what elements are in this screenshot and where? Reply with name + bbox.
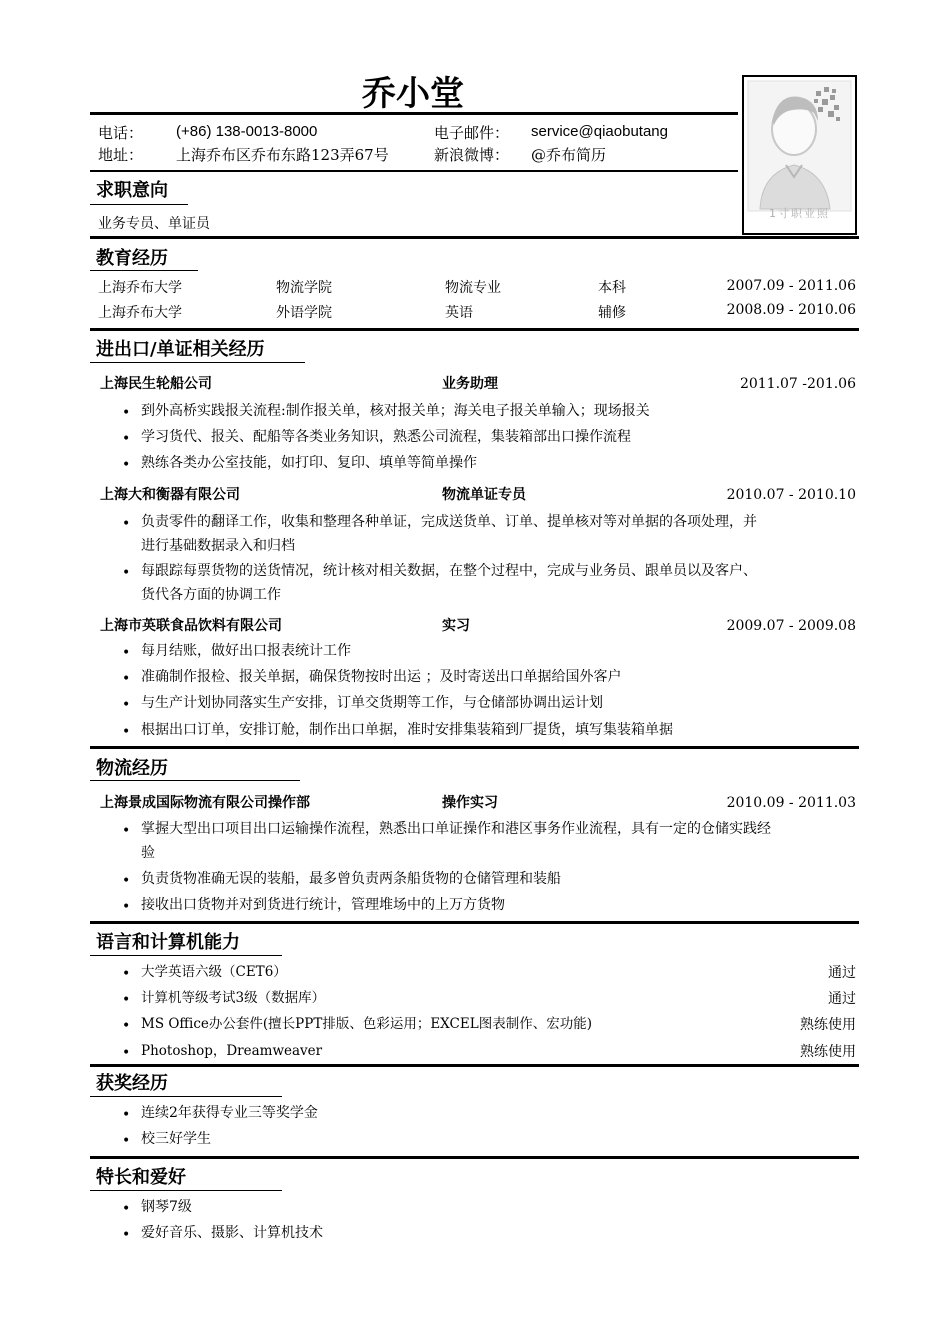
weibo-label: 新浪微博：	[434, 146, 510, 164]
header-bottom-rule	[90, 170, 738, 172]
bullet-icon: •	[122, 565, 131, 581]
bullet-icon: •	[122, 1227, 131, 1243]
bullet-icon: •	[122, 431, 131, 447]
import-export-title: 进出口/单证相关经历	[96, 339, 265, 360]
awards-underline	[90, 1096, 282, 1097]
email-value: service@qiaobutang	[531, 123, 668, 140]
job-bullet: 到外高桥实践报关流程:制作报关单，核对报关单；海关电子报关单输入；现场报关	[141, 403, 650, 419]
bullet-icon: •	[122, 1107, 131, 1123]
job-bullet: 熟练各类办公室技能，如打印、复印、填单等简单操作	[141, 455, 477, 471]
bullet-icon: •	[122, 516, 131, 532]
job-date: 2009.07 - 2009.08	[726, 618, 856, 634]
job-bullet: 掌握大型出口项目出口运输操作流程，熟悉出口单证操作和港区事务作业流程，具有一定的仓储实践经	[141, 821, 771, 837]
job-bullet: 与生产计划协同落实生产安排，订单交货期等工作，与仓储部协调出运计划	[141, 695, 603, 711]
bullet-icon: •	[122, 405, 131, 421]
skill-level: 通过	[828, 965, 856, 981]
skill-level: 熟练使用	[800, 1044, 856, 1060]
photo-placeholder	[742, 75, 857, 235]
job-bullet: 学习货代、报关、配船等各类业务知识，熟悉公司流程，集装箱部出口操作流程	[141, 429, 631, 445]
job-date: 2010.09 - 2011.03	[726, 795, 856, 811]
edu-college: 物流学院	[276, 280, 332, 296]
divider-logistics	[90, 746, 859, 749]
email-label: 电子邮件：	[434, 124, 510, 142]
job-bullet: 每跟踪每票货物的送货情况，统计核对相关数据，在整个过程中，完成与业务员、跟单员以及客户、	[141, 563, 757, 579]
edu-degree: 本科	[598, 280, 626, 296]
job-bullet-cont: 验	[141, 845, 155, 861]
logistics-title: 物流经历	[96, 758, 168, 779]
hobbies-underline	[90, 1190, 282, 1191]
edu-date: 2008.09 - 2010.06	[726, 302, 856, 318]
job-role: 操作实习	[442, 795, 498, 811]
job-company: 上海民生轮船公司	[100, 376, 212, 392]
skill-item: 大学英语六级（CET6）	[141, 964, 287, 980]
job-bullet: 负责货物准确无误的装船，最多曾负责两条船货物的仓储管理和装船	[141, 871, 561, 887]
job-company: 上海大和衡器有限公司	[100, 487, 240, 503]
award-item: 连续2年获得专业三等奖学金	[141, 1105, 318, 1121]
edu-degree: 辅修	[598, 305, 626, 321]
photo-caption: 1寸职业照	[769, 207, 830, 220]
divider-education	[90, 236, 859, 239]
address-label: 地址：	[98, 146, 144, 164]
divider-awards	[90, 1064, 859, 1067]
job-bullet-cont: 进行基础数据录入和归档	[141, 538, 295, 554]
edu-major: 英语	[445, 305, 473, 321]
job-role: 业务助理	[442, 376, 498, 392]
hobbies-title: 特长和爱好	[96, 1167, 186, 1188]
phone-label: 电话：	[98, 124, 144, 142]
bullet-icon: •	[122, 724, 131, 740]
weibo-value: @乔布简历	[531, 146, 607, 164]
job-bullet: 每月结账，做好出口报表统计工作	[141, 643, 351, 659]
award-item: 校三好学生	[141, 1131, 211, 1147]
skills-underline	[90, 955, 282, 956]
awards-title: 获奖经历	[96, 1073, 168, 1094]
education-underline	[90, 270, 198, 271]
divider-skills	[90, 921, 859, 924]
skill-level: 通过	[828, 991, 856, 1007]
job-role: 实习	[442, 618, 470, 634]
job-company: 上海市英联食品饮料有限公司	[100, 618, 282, 634]
skill-item: Photoshop，Dreamweaver	[141, 1043, 323, 1059]
hobby-item: 爱好音乐、摄影、计算机技术	[141, 1225, 323, 1241]
bullet-icon: •	[122, 899, 131, 915]
objective-title: 求职意向	[96, 180, 168, 201]
divider-hobbies	[90, 1156, 859, 1159]
skills-title: 语言和计算机能力	[96, 932, 240, 953]
divider-import-export	[90, 328, 859, 331]
import-export-underline	[90, 362, 305, 363]
job-date: 2011.07 -201.06	[739, 376, 856, 392]
skill-item: 计算机等级考试3级（数据库）	[141, 990, 326, 1006]
bullet-icon: •	[122, 1045, 131, 1061]
edu-major: 物流专业	[445, 280, 501, 296]
skill-item: MS Office办公套件(擅长PPT排版、色彩运用；EXCEL图表制作、宏功能)	[141, 1016, 592, 1032]
bullet-icon: •	[122, 1201, 131, 1217]
address-value: 上海乔布区乔布东路123弄67号	[176, 146, 389, 164]
edu-school: 上海乔布大学	[98, 305, 182, 321]
skill-level: 熟练使用	[800, 1017, 856, 1033]
job-bullet: 准确制作报检、报关单据，确保货物按时出运 ；及时寄送出口单据给国外客户	[141, 669, 622, 685]
bullet-icon: •	[122, 1018, 131, 1034]
bullet-icon: •	[122, 671, 131, 687]
phone-value: (+86) 138-0013-8000	[176, 123, 318, 140]
bullet-icon: •	[122, 697, 131, 713]
bullet-icon: •	[122, 1133, 131, 1149]
edu-date: 2007.09 - 2011.06	[726, 278, 856, 294]
education-title: 教育经历	[96, 248, 168, 269]
job-role: 物流单证专员	[442, 487, 526, 503]
job-company: 上海景成国际物流有限公司操作部	[100, 795, 310, 811]
job-bullet: 接收出口货物并对到货进行统计，管理堆场中的上万方货物	[141, 897, 505, 913]
bullet-icon: •	[122, 457, 131, 473]
bullet-icon: •	[122, 873, 131, 889]
objective-text: 业务专员、单证员	[98, 216, 210, 232]
objective-underline	[90, 204, 188, 205]
bullet-icon: •	[122, 645, 131, 661]
job-bullet: 负责零件的翻译工作，收集和整理各种单证，完成送货单、订单、提单核对等对单据的各项处理，并	[141, 514, 757, 530]
bullet-icon: •	[122, 992, 131, 1008]
job-bullet: 根据出口订单，安排订舱，制作出口单据，准时安排集装箱到厂提货，填写集装箱单据	[141, 722, 673, 738]
job-bullet-cont: 货代各方面的协调工作	[141, 587, 281, 603]
edu-college: 外语学院	[276, 305, 332, 321]
edu-school: 上海乔布大学	[98, 280, 182, 296]
bullet-icon: •	[122, 823, 131, 839]
candidate-name: 乔小堂	[362, 74, 464, 114]
logistics-underline	[90, 780, 300, 781]
bullet-icon: •	[122, 966, 131, 982]
hobby-item: 钢琴7级	[141, 1199, 192, 1215]
job-date: 2010.07 - 2010.10	[726, 487, 856, 503]
header-top-rule	[90, 112, 738, 115]
